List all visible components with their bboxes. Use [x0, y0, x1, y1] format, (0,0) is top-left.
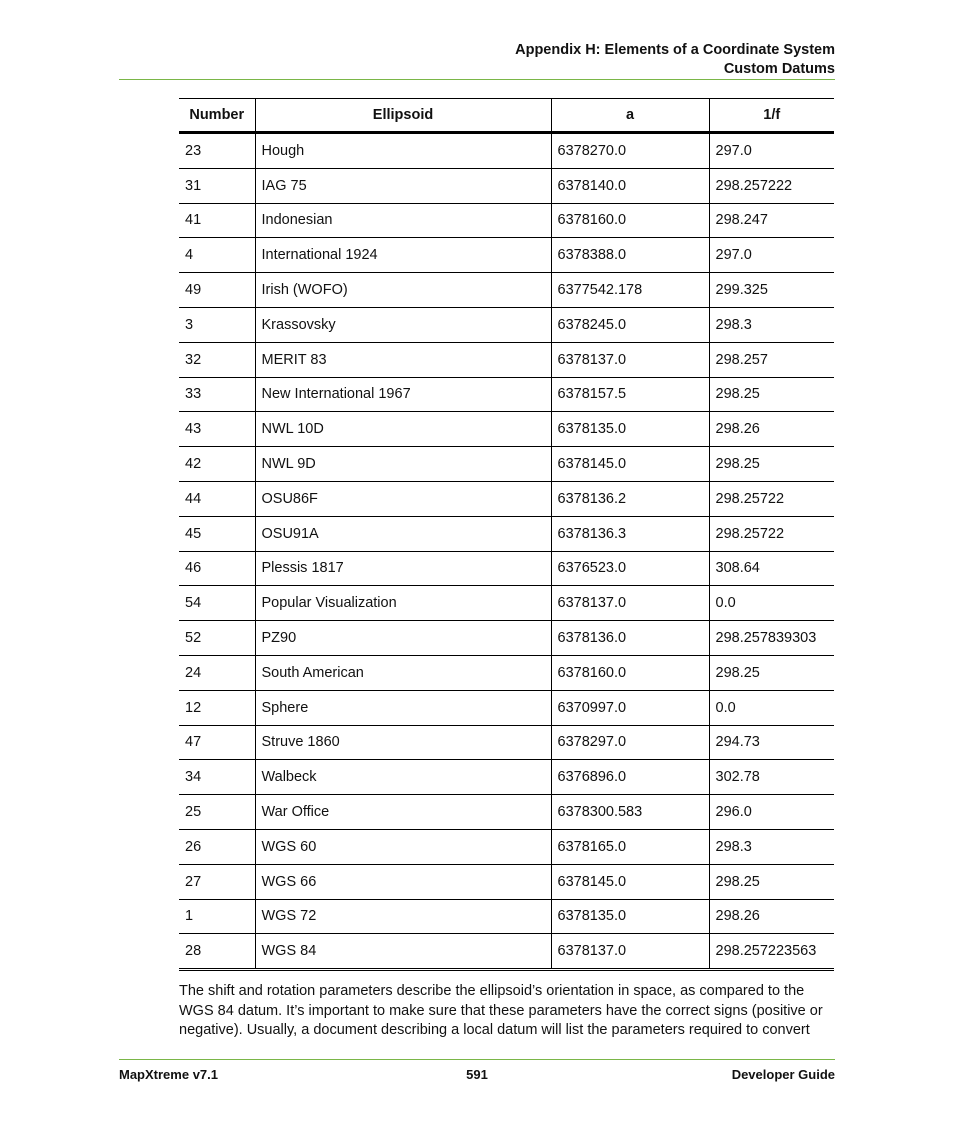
cell-inverse-flattening: 298.25: [709, 447, 834, 482]
cell-number: 41: [179, 203, 255, 238]
cell-a: 6378145.0: [551, 447, 709, 482]
cell-ellipsoid: WGS 66: [255, 864, 551, 899]
footer-product: MapXtreme v7.1: [119, 1067, 218, 1082]
cell-a: 6378157.5: [551, 377, 709, 412]
table-row: [179, 168, 834, 203]
cell-inverse-flattening: 298.26: [709, 412, 834, 447]
cell-number: 28: [179, 934, 255, 970]
cell-inverse-flattening: 298.257222: [709, 168, 834, 203]
column-header-number: Number: [179, 99, 255, 133]
cell-ellipsoid: WGS 84: [255, 934, 551, 970]
cell-inverse-flattening: 298.257223563: [709, 934, 834, 970]
cell-ellipsoid: New International 1967: [255, 377, 551, 412]
cell-a: 6378140.0: [551, 168, 709, 203]
cell-number: 32: [179, 342, 255, 377]
cell-inverse-flattening: 298.257839303: [709, 621, 834, 656]
cell-a: 6370997.0: [551, 690, 709, 725]
cell-number: 24: [179, 655, 255, 690]
cell-number: 31: [179, 168, 255, 203]
cell-ellipsoid: International 1924: [255, 238, 551, 273]
table-row: [179, 864, 834, 899]
page-header: [515, 41, 835, 79]
ellipsoid-table: [179, 98, 834, 971]
cell-inverse-flattening: 298.3: [709, 829, 834, 864]
body-paragraph: The shift and rotation parameters describe the ellipsoid’s orientation in space, as compared to the WGS 84 datum. It’s important to make sure that these parameters have the correct signs (positive or negative). Usually, a document describing a local datum will list the parameters required to convert: [179, 983, 823, 1039]
header-chapter-title: Appendix H: Elements of a Coordinate System: [515, 42, 835, 58]
cell-inverse-flattening: 298.25722: [709, 481, 834, 516]
cell-number: 43: [179, 412, 255, 447]
cell-inverse-flattening: 298.25: [709, 864, 834, 899]
cell-ellipsoid: Irish (WOFO): [255, 273, 551, 308]
column-header-a: a: [551, 99, 709, 133]
cell-ellipsoid: Struve 1860: [255, 725, 551, 760]
cell-inverse-flattening: 298.3: [709, 307, 834, 342]
header-rule: [119, 79, 835, 80]
cell-ellipsoid: Plessis 1817: [255, 551, 551, 586]
cell-ellipsoid: War Office: [255, 795, 551, 830]
table-row: [179, 307, 834, 342]
cell-ellipsoid: NWL 9D: [255, 447, 551, 482]
table-row: [179, 621, 834, 656]
cell-number: 54: [179, 586, 255, 621]
table-row: [179, 586, 834, 621]
table-row: [179, 203, 834, 238]
cell-ellipsoid: Sphere: [255, 690, 551, 725]
cell-a: 6378135.0: [551, 899, 709, 934]
cell-a: 6376523.0: [551, 551, 709, 586]
table-body: [179, 133, 834, 970]
cell-number: 1: [179, 899, 255, 934]
cell-number: 12: [179, 690, 255, 725]
table-row: [179, 551, 834, 586]
cell-ellipsoid: MERIT 83: [255, 342, 551, 377]
cell-ellipsoid: WGS 72: [255, 899, 551, 934]
table-row: [179, 238, 834, 273]
cell-ellipsoid: Popular Visualization: [255, 586, 551, 621]
cell-ellipsoid: WGS 60: [255, 829, 551, 864]
cell-inverse-flattening: 297.0: [709, 133, 834, 169]
cell-number: 52: [179, 621, 255, 656]
cell-ellipsoid: NWL 10D: [255, 412, 551, 447]
cell-ellipsoid: IAG 75: [255, 168, 551, 203]
cell-inverse-flattening: 0.0: [709, 586, 834, 621]
cell-number: 34: [179, 760, 255, 795]
cell-a: 6378245.0: [551, 307, 709, 342]
cell-inverse-flattening: 298.25: [709, 655, 834, 690]
cell-number: 45: [179, 516, 255, 551]
cell-a: 6378270.0: [551, 133, 709, 169]
cell-number: 42: [179, 447, 255, 482]
cell-inverse-flattening: 299.325: [709, 273, 834, 308]
table-row: [179, 934, 834, 970]
cell-number: 27: [179, 864, 255, 899]
table-row: [179, 273, 834, 308]
table-row: [179, 760, 834, 795]
cell-a: 6378137.0: [551, 934, 709, 970]
cell-ellipsoid: OSU91A: [255, 516, 551, 551]
cell-inverse-flattening: 298.247: [709, 203, 834, 238]
cell-inverse-flattening: 297.0: [709, 238, 834, 273]
cell-inverse-flattening: 0.0: [709, 690, 834, 725]
table-header-row: [179, 99, 834, 133]
cell-ellipsoid: South American: [255, 655, 551, 690]
cell-a: 6378165.0: [551, 829, 709, 864]
cell-number: 26: [179, 829, 255, 864]
footer-page-number: 591: [466, 1067, 488, 1082]
cell-a: 6378297.0: [551, 725, 709, 760]
cell-a: 6376896.0: [551, 760, 709, 795]
table-row: [179, 516, 834, 551]
cell-number: 47: [179, 725, 255, 760]
cell-inverse-flattening: 296.0: [709, 795, 834, 830]
table-row: [179, 447, 834, 482]
cell-a: 6378135.0: [551, 412, 709, 447]
cell-a: 6378160.0: [551, 203, 709, 238]
table-row: [179, 133, 834, 169]
cell-inverse-flattening: 294.73: [709, 725, 834, 760]
cell-a: 6378388.0: [551, 238, 709, 273]
table-row: [179, 412, 834, 447]
table-row: [179, 795, 834, 830]
footer-doc-title: Developer Guide: [731, 1067, 835, 1082]
cell-ellipsoid: Walbeck: [255, 760, 551, 795]
cell-ellipsoid: PZ90: [255, 621, 551, 656]
table-row: [179, 725, 834, 760]
cell-a: 6378136.3: [551, 516, 709, 551]
cell-inverse-flattening: 298.26: [709, 899, 834, 934]
cell-number: 33: [179, 377, 255, 412]
table-row: [179, 690, 834, 725]
cell-number: 44: [179, 481, 255, 516]
column-header-ellipsoid: Ellipsoid: [255, 99, 551, 133]
cell-a: 6378300.583: [551, 795, 709, 830]
table-row: [179, 899, 834, 934]
cell-a: 6378136.2: [551, 481, 709, 516]
table-row: [179, 829, 834, 864]
cell-inverse-flattening: 298.25: [709, 377, 834, 412]
cell-number: 46: [179, 551, 255, 586]
cell-ellipsoid: Hough: [255, 133, 551, 169]
cell-number: 4: [179, 238, 255, 273]
cell-inverse-flattening: 298.257: [709, 342, 834, 377]
cell-inverse-flattening: 302.78: [709, 760, 834, 795]
table-row: [179, 481, 834, 516]
table-row: [179, 377, 834, 412]
cell-number: 49: [179, 273, 255, 308]
cell-ellipsoid: Indonesian: [255, 203, 551, 238]
cell-inverse-flattening: 298.25722: [709, 516, 834, 551]
cell-ellipsoid: OSU86F: [255, 481, 551, 516]
cell-a: 6378136.0: [551, 621, 709, 656]
cell-a: 6378145.0: [551, 864, 709, 899]
header-section-title: Custom Datums: [723, 61, 835, 77]
cell-a: 6378160.0: [551, 655, 709, 690]
table-row: [179, 655, 834, 690]
cell-inverse-flattening: 308.64: [709, 551, 834, 586]
cell-number: 25: [179, 795, 255, 830]
column-header-inverse-flattening: 1/f: [709, 99, 834, 133]
cell-ellipsoid: Krassovsky: [255, 307, 551, 342]
cell-a: 6378137.0: [551, 342, 709, 377]
cell-a: 6378137.0: [551, 586, 709, 621]
footer-rule: [119, 1059, 835, 1060]
table-row: [179, 342, 834, 377]
cell-a: 6377542.178: [551, 273, 709, 308]
cell-number: 3: [179, 307, 255, 342]
cell-number: 23: [179, 133, 255, 169]
